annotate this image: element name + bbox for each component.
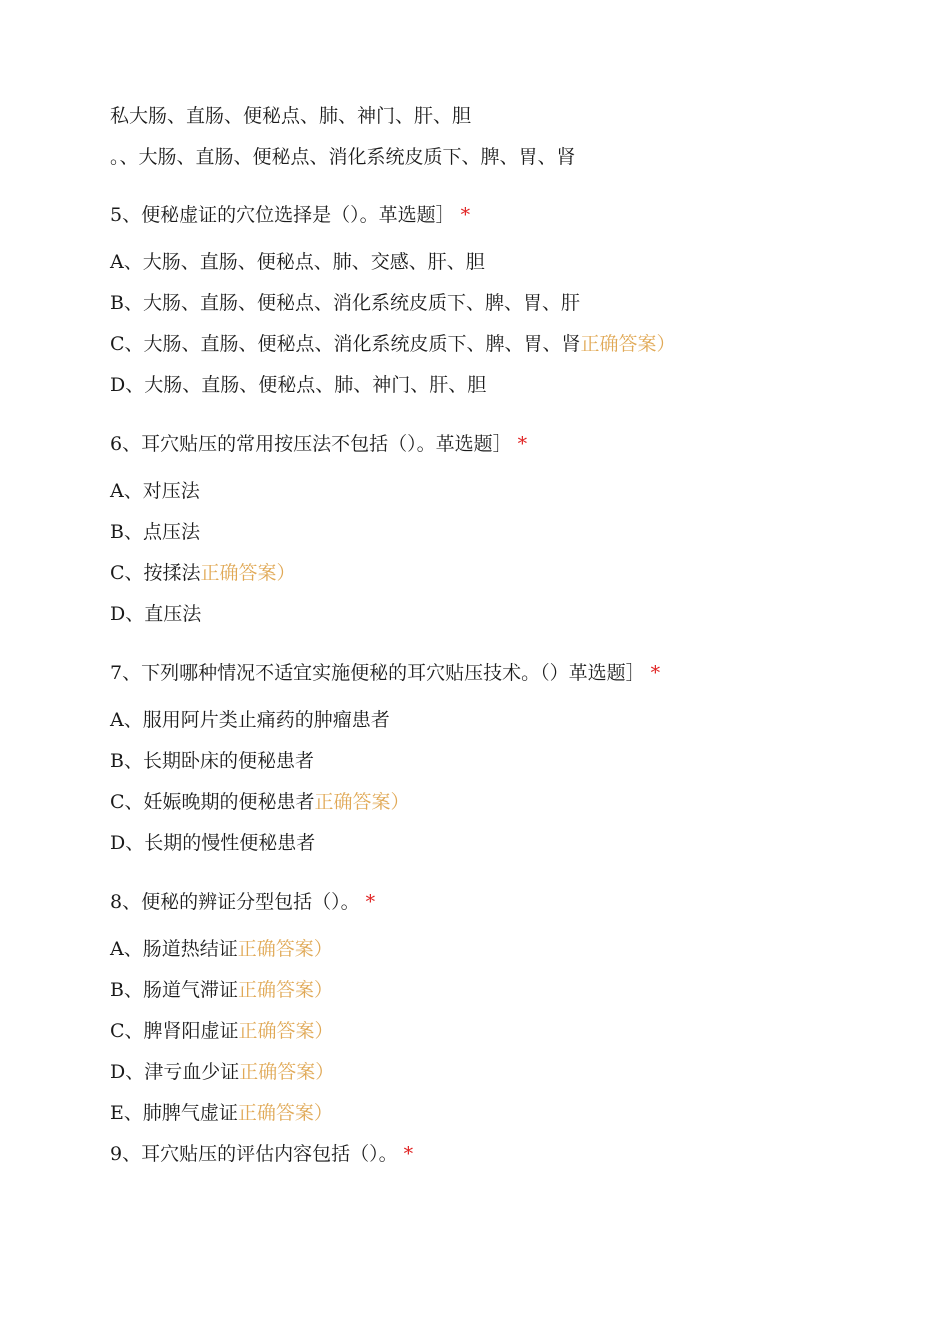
required-asterisk-icon: * <box>517 433 528 455</box>
question-7-option-c <box>110 790 410 814</box>
option-text: 。、大肠、直肠、便秘点、消化系统皮质下、脾、胃、肾 <box>110 146 576 168</box>
correct-answer-label: 正确答案） <box>237 979 333 1001</box>
question-5-option-c <box>110 332 676 356</box>
option-text: E、肺脾气虚证 <box>110 1102 238 1124</box>
question-7-option-b <box>110 749 314 773</box>
option-text: D、津亏血少证 <box>110 1061 240 1083</box>
option-text: B、长期卧床的便秘患者 <box>110 750 314 772</box>
required-asterisk-icon: * <box>650 662 661 684</box>
correct-answer-label: 正确答案） <box>314 791 410 813</box>
question-6-option-d <box>110 602 201 626</box>
correct-answer-label: 正确答案） <box>237 1102 333 1124</box>
correct-answer-label: 正确答案） <box>238 1020 334 1042</box>
required-asterisk-icon: * <box>403 1143 414 1165</box>
question-text: 7、下列哪种情况不适宜实施便秘的耳穴贴压技术。（）革选题］ <box>110 662 645 684</box>
question-6-option-a <box>110 479 200 503</box>
question-text: 5、便秘虚证的穴位选择是（）。革选题］ <box>110 204 455 226</box>
option-text: C、脾肾阳虚证 <box>110 1020 239 1042</box>
option-text: 私大肠、直肠、便秘点、肺、神门、肝、胆 <box>110 105 472 127</box>
option-text: B、点压法 <box>110 521 200 543</box>
question-8-title <box>110 890 375 914</box>
option-text: A、肠道热结证 <box>110 938 238 960</box>
question-8-option-d <box>110 1060 334 1084</box>
correct-answer-label: 正确答案） <box>580 333 676 355</box>
correct-answer-label: 正确答案） <box>237 938 333 960</box>
question-8-option-e <box>110 1101 333 1125</box>
question-6-option-c <box>110 561 296 585</box>
question-8-option-a <box>110 937 333 961</box>
question-7-title <box>110 661 660 685</box>
required-asterisk-icon: * <box>460 204 471 226</box>
option-text: A、对压法 <box>110 480 200 502</box>
option-text: A、大肠、直肠、便秘点、肺、交感、肝、胆 <box>110 251 485 273</box>
required-asterisk-icon: * <box>365 891 376 913</box>
question-5-title <box>110 203 470 227</box>
correct-answer-label: 正确答案） <box>200 562 296 584</box>
option-text: C、大肠、直肠、便秘点、消化系统皮质下、脾、胃、肾 <box>110 333 581 355</box>
question-text: 6、耳穴贴压的常用按压法不包括（）。革选题］ <box>110 433 512 455</box>
question-8-option-c <box>110 1019 334 1043</box>
question-6-option-b <box>110 520 200 544</box>
question-6-title <box>110 432 527 456</box>
correct-answer-label: 正确答案） <box>239 1061 335 1083</box>
question-text: 9、耳穴贴压的评估内容包括（）。 <box>110 1143 398 1165</box>
option-text: B、大肠、直肠、便秘点、消化系统皮质下、脾、胃、肝 <box>110 292 580 314</box>
option-text: D、直压法 <box>110 603 202 625</box>
question-7-option-d <box>110 831 315 855</box>
option-text: C、妊娠晚期的便秘患者 <box>110 791 315 813</box>
question-8-option-b <box>110 978 333 1002</box>
option-text: B、肠道气滞证 <box>110 979 238 1001</box>
question-text: 8、便秘的辨证分型包括（）。 <box>110 891 360 913</box>
orphan-line-1 <box>110 104 471 128</box>
option-text: C、按揉法 <box>110 562 201 584</box>
question-7-option-a <box>110 708 390 732</box>
question-5-option-b <box>110 291 580 315</box>
option-text: D、长期的慢性便秘患者 <box>110 832 316 854</box>
orphan-line-2 <box>110 145 576 169</box>
option-text: A、服用阿片类止痛药的肿瘤患者 <box>110 709 390 731</box>
question-5-option-d <box>110 373 486 397</box>
option-text: D、大肠、直肠、便秘点、肺、神门、肝、胆 <box>110 374 487 396</box>
question-9-title <box>110 1142 413 1166</box>
question-5-option-a <box>110 250 485 274</box>
